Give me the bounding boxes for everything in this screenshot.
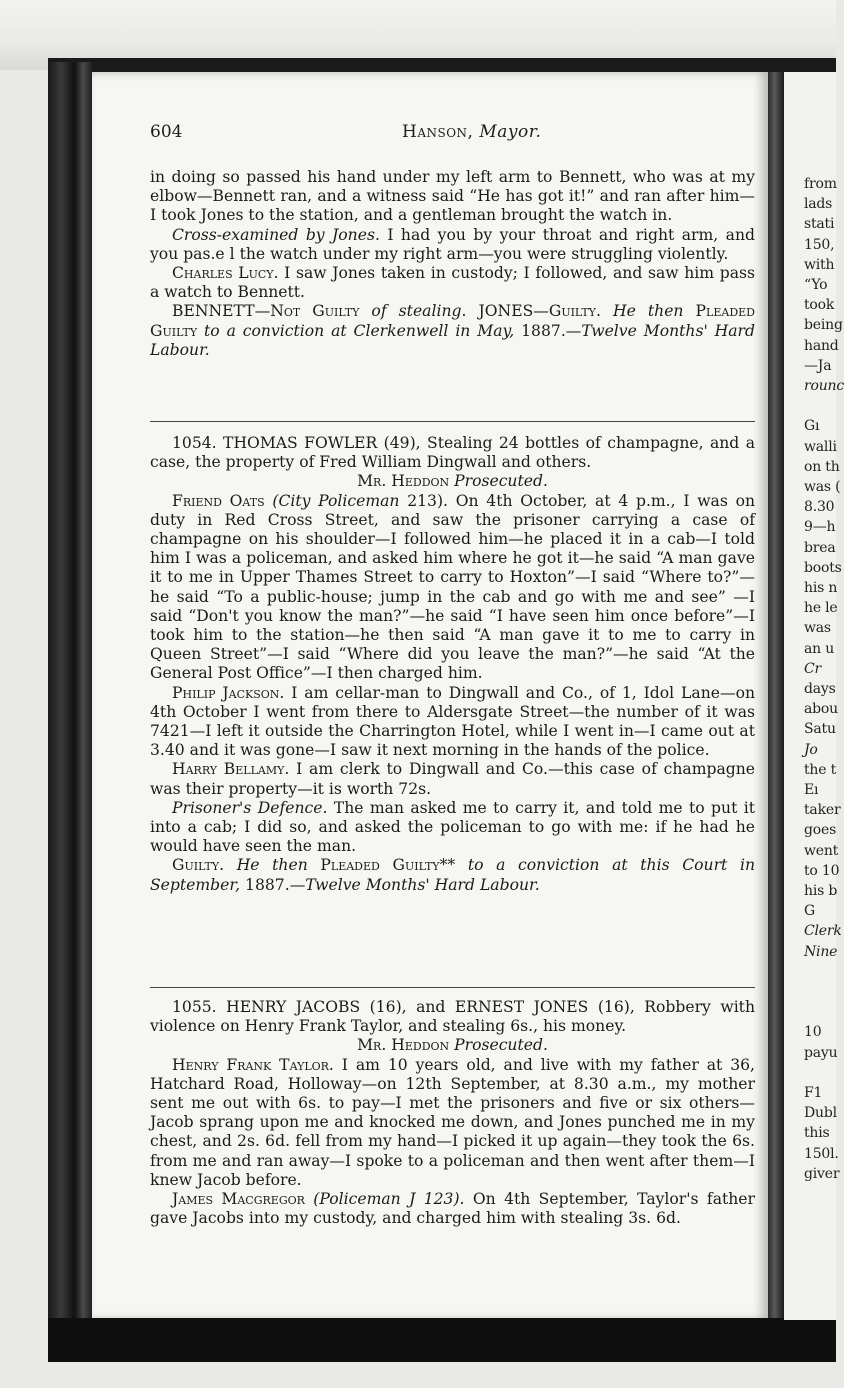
testimony xyxy=(150,760,755,798)
facing-page-text: this xyxy=(804,1125,830,1142)
testimony-text: I am cellar-man to Dingwall and Co., of 1, Idol Lane—on 4th October I went from there to Aldersgate Street—the number of it was 7421—I left it outside the Charrington Hotel, while I went in—I came out at 3.40 and it was gone—I saw it next morning in the hands of the police. xyxy=(150,683,755,760)
facing-page-text: Cr xyxy=(804,660,822,677)
facing-page-text: stati xyxy=(804,216,835,233)
facing-page-text: Satu xyxy=(804,721,836,738)
facing-page-text: —Ja xyxy=(804,357,832,374)
page-number: 604 xyxy=(150,122,183,142)
facing-page-text: he le xyxy=(804,600,838,617)
section-divider xyxy=(150,421,755,422)
facing-page-text: walli xyxy=(804,438,837,455)
prosecutor-line xyxy=(150,1036,755,1055)
facing-page-text: from xyxy=(804,176,837,192)
facing-page-text: hand xyxy=(804,337,839,354)
verdict xyxy=(150,856,755,894)
witness-name: Harry Bellamy. xyxy=(172,760,290,779)
paragraph-text: I had you by your throat and right arm, and you pas.e l the watch under my right arm—you were struggling violently. xyxy=(150,225,755,263)
prosecuted-label: Prosecuted. xyxy=(449,1036,548,1055)
facing-page-text: abou xyxy=(804,701,838,718)
facing-page-fragment xyxy=(784,72,844,1320)
prosecuted-label: Prosecuted. xyxy=(449,472,548,491)
witness-name: Philip Jackson. xyxy=(172,683,285,702)
paragraph: in doing so passed his hand under my left arm to Bennett, who was at my elbow—Bennett ran, and a witness said “He has got it!” and ran after him—I took Jones to the station, and a gentleman brought the watch in. xyxy=(150,168,755,225)
testimony-text: On 4th October, at 4 p.m., I was on duty in Red Cross Street, and saw the prisoner carrying a case of champagne on his shoulder—I followed him—he placed it in a cab—I told him I was a policeman, and asked him where he got it—he said “A man gave it to me in Upper Thames Street to carry to Hoxton”—I said “Where to?”—he said “To a public-house; jump in the cab and go with me and see” —I said “Don't you know the man?”—he said “I have seen him once before”—I took him to the station—he then said “A man gave it to me to carry in Queen Street”—I said “Where did you leave the man?”—he said “At the General Post Office”—I then charged him. xyxy=(150,491,755,683)
verdict-part: Not Guilty xyxy=(270,302,360,321)
defence xyxy=(150,799,755,857)
section-divider xyxy=(150,987,755,988)
running-head-title: Mayor. xyxy=(479,122,542,142)
prosecutor-name: Mr. Heddon xyxy=(357,1036,450,1055)
verdict-part: He then xyxy=(600,302,696,321)
verdict-part: to a conviction at Clerkenwell in May, xyxy=(197,321,522,340)
facing-page-text: his b xyxy=(804,883,838,899)
witness-name: Friend Oats xyxy=(172,491,265,510)
facing-page-text: 150l. xyxy=(804,1145,839,1162)
testimony-text: I am 10 years old, and live with my father at 36, Hatchard Road, Holloway—on 12th September, at 8.30 a.m., my mother sent me out with 6s. to pay—I met the prisoners and five or six others—Jacob sprang upon me and knocked me down, and Jones punched me in my chest, and 2s. 6d. fell from my hand—I picked it up again—they took the 6s. from me and ran away—I spoke to a policeman and then went after them—I knew Jacob before. xyxy=(150,1055,755,1189)
paragraph xyxy=(150,226,755,264)
case-1054 xyxy=(150,434,755,895)
verdict-part: 1887.— xyxy=(521,321,582,340)
facing-page-text: payu xyxy=(804,1044,838,1061)
witness-badge: 213). xyxy=(399,491,456,510)
paragraph-text: I saw Jones taken in custody; I followed, and saw him pass a watch to Bennett. xyxy=(150,264,755,302)
facing-page-text: days xyxy=(804,681,836,697)
book-binding-bottom xyxy=(48,1318,836,1362)
verdict-part: of stealing. xyxy=(359,302,479,321)
facing-page-text: Eı xyxy=(804,782,819,798)
case-1055 xyxy=(150,998,755,1228)
facing-page-text: 10 xyxy=(804,1024,822,1041)
verdict-part: Guilty. xyxy=(548,302,601,321)
facing-page-text: taker xyxy=(804,802,841,819)
facing-page-text: Dubl xyxy=(804,1105,837,1122)
facing-page-text: took xyxy=(804,297,835,314)
verdict-part: 1887.— xyxy=(245,875,306,894)
facing-page-text: the t xyxy=(804,761,837,778)
facing-page-text: on th xyxy=(804,458,840,475)
running-head-name: Hanson, xyxy=(402,122,474,142)
verdict-part: Pleaded Guilty** xyxy=(320,856,456,875)
verdict-part: to a conviction at this Court in September, xyxy=(150,856,755,894)
verdict-part: BENNETT— xyxy=(172,302,271,321)
verdict-part: Pleaded Guilty xyxy=(150,302,755,340)
testimony xyxy=(150,1190,755,1228)
facing-page-text: was xyxy=(804,620,831,637)
witness-name: Charles Lucy. xyxy=(172,264,279,283)
book-binding-left xyxy=(48,62,92,1342)
verdict xyxy=(150,302,755,360)
facing-page-text: Gı xyxy=(804,418,820,435)
defence-label: Prisoner's Defence. xyxy=(172,798,328,817)
witness-role: (Policeman J 123). xyxy=(304,1190,473,1209)
facing-page-text: “Yo xyxy=(804,277,828,293)
case-title: 1055. HENRY JACOBS (16), and ERNEST JONES (16), Robbery with violence on Henry Frank Taylor, and stealing 6s., his money. xyxy=(150,998,755,1036)
witness-name: Henry Frank Taylor. xyxy=(172,1055,334,1074)
facing-page-text: an u xyxy=(804,640,835,657)
testimony-text: I am clerk to Dingwall and Co.—this case of champagne was their property—it is worth 72s. xyxy=(150,760,756,798)
facing-page-text: rounc xyxy=(804,378,844,394)
facing-page-text: Nine xyxy=(804,943,838,960)
verdict-part: He then xyxy=(224,856,321,875)
facing-page-text: Jo xyxy=(804,741,818,758)
facing-page-text: boots xyxy=(804,559,842,576)
book-gutter xyxy=(768,72,784,1320)
facing-page-text: 9—h xyxy=(804,519,836,536)
testimony xyxy=(150,1056,755,1190)
running-head xyxy=(402,122,541,142)
facing-page-text: 150, xyxy=(804,236,835,253)
facing-page-text: lads xyxy=(804,196,833,213)
facing-page-text: goes xyxy=(804,822,837,839)
verdict-part: Twelve Months' Hard Labour. xyxy=(150,321,755,359)
facing-page-text: his n xyxy=(804,580,838,596)
prosecutor-name: Mr. Heddon xyxy=(357,472,450,491)
section-top xyxy=(150,168,755,360)
testimony xyxy=(150,492,755,684)
prosecutor-line xyxy=(150,472,755,491)
testimony-text: On 4th September, Taylor's father gave Jacobs into my custody, and charged him with stealing 3s. 6d. xyxy=(150,1190,755,1228)
facing-page-text: giver xyxy=(804,1165,840,1182)
facing-page-text: went xyxy=(804,842,839,859)
verdict-part: JONES— xyxy=(478,302,549,321)
paragraph xyxy=(150,264,755,302)
cross-exam-label: Cross-examined by Jones. xyxy=(172,225,380,244)
facing-page-text: brea xyxy=(804,539,836,556)
facing-page-text: G xyxy=(804,903,815,920)
facing-page-text: with xyxy=(804,256,835,273)
verdict-part: Guilty. xyxy=(172,856,225,875)
testimony xyxy=(150,684,755,761)
facing-page-text: Clerk xyxy=(804,923,842,940)
facing-page-text: F1 xyxy=(804,1085,823,1101)
facing-page-text: was ( xyxy=(804,479,841,495)
facing-page-text: 8.30 xyxy=(804,499,835,516)
facing-page-text: being xyxy=(804,317,843,334)
facing-page-text: to 10 xyxy=(804,862,840,879)
witness-role: (City Policeman xyxy=(264,491,400,510)
page-header xyxy=(150,122,750,146)
case-title: 1054. THOMAS FOWLER (49), Stealing 24 bottles of champagne, and a case, the property of Fred William Dingwall and others. xyxy=(150,434,755,472)
verdict-part: Twelve Months' Hard Labour. xyxy=(305,875,540,894)
defence-text: The man asked me to carry it, and told me to put it into a cab; I did so, and asked the policeman to go with me: if he had he would have seen the man. xyxy=(150,798,755,856)
witness-name: James Macgregor xyxy=(172,1190,305,1209)
